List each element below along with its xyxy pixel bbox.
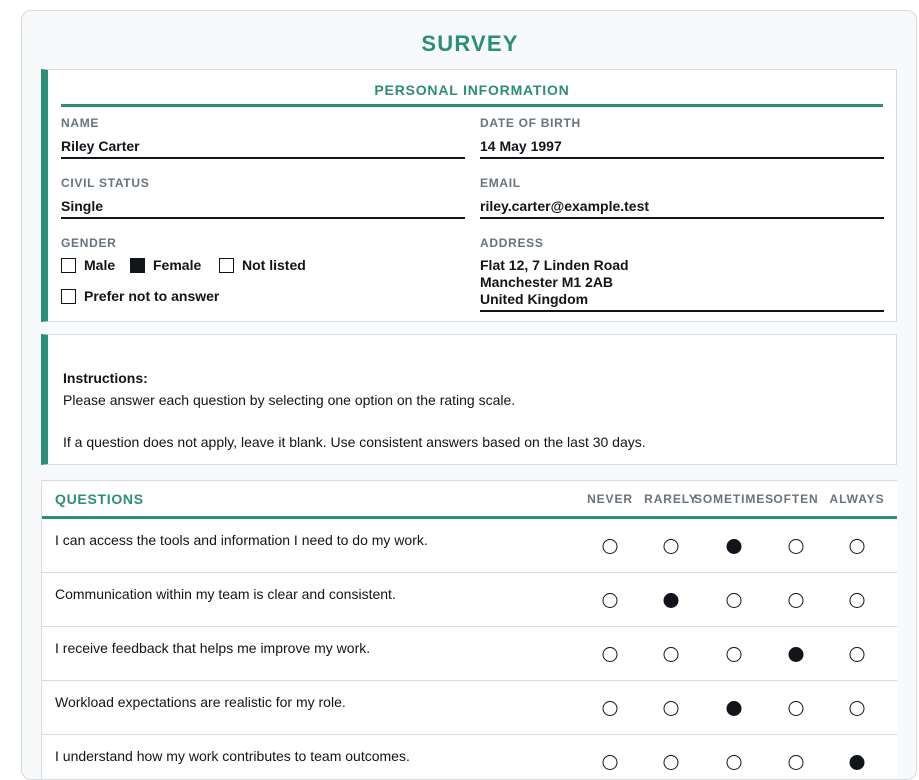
checkbox-icon[interactable] bbox=[219, 258, 234, 273]
radio-button-icon[interactable] bbox=[727, 539, 742, 554]
civil-status-field[interactable]: Single bbox=[61, 198, 104, 214]
radio-button-icon[interactable] bbox=[603, 593, 618, 608]
personal-information-divider bbox=[61, 104, 883, 107]
radio-button-icon[interactable] bbox=[789, 755, 804, 770]
radio-button-icon[interactable] bbox=[789, 593, 804, 608]
questions-table bbox=[41, 480, 897, 780]
radio-button-icon[interactable] bbox=[727, 755, 742, 770]
radio-button-icon[interactable] bbox=[789, 539, 804, 554]
personal-information-title: PERSONAL INFORMATION bbox=[374, 82, 570, 98]
checkbox-icon[interactable] bbox=[61, 289, 76, 304]
question-row bbox=[42, 519, 897, 573]
name-label: NAME bbox=[61, 116, 100, 130]
radio-button-icon[interactable] bbox=[664, 755, 679, 770]
question-text: I can access the tools and information I need to do my work. bbox=[55, 532, 428, 548]
gender-option-label: Not listed bbox=[242, 257, 306, 273]
radio-button-icon[interactable] bbox=[664, 701, 679, 716]
question-row bbox=[42, 573, 897, 627]
radio-button-icon[interactable] bbox=[789, 647, 804, 662]
instructions-panel bbox=[41, 334, 897, 465]
date-of-birth-label: DATE OF BIRTH bbox=[480, 116, 581, 130]
gender-label: GENDER bbox=[61, 236, 117, 250]
address-line: Manchester M1 2AB bbox=[480, 274, 614, 290]
radio-button-icon[interactable] bbox=[603, 755, 618, 770]
gender-option-label: Female bbox=[153, 257, 202, 273]
instructions-text: Please answer each question by selecting one option on the rating scale. bbox=[63, 392, 516, 408]
question-text: I understand how my work contributes to team outcomes. bbox=[55, 748, 410, 764]
address-underline bbox=[480, 310, 884, 312]
address-label: ADDRESS bbox=[480, 236, 544, 250]
question-row bbox=[42, 735, 897, 780]
radio-button-icon[interactable] bbox=[850, 593, 865, 608]
address-field[interactable] bbox=[480, 257, 884, 308]
gender-option-female[interactable] bbox=[130, 255, 201, 275]
radio-button-icon[interactable] bbox=[727, 701, 742, 716]
address-line: United Kingdom bbox=[480, 291, 589, 307]
radio-button-icon[interactable] bbox=[603, 539, 618, 554]
personal-information-panel bbox=[41, 69, 897, 322]
radio-button-icon[interactable] bbox=[664, 539, 679, 554]
scale-header-often: OFTEN bbox=[773, 492, 819, 506]
radio-button-icon[interactable] bbox=[850, 647, 865, 662]
survey-title: SURVEY bbox=[421, 31, 519, 56]
gender-option-male[interactable] bbox=[61, 255, 115, 275]
scale-header-never: NEVER bbox=[587, 492, 633, 506]
instructions-heading: Instructions: bbox=[63, 370, 148, 386]
radio-button-icon[interactable] bbox=[727, 593, 742, 608]
scale-header-rarely: RARELY bbox=[644, 492, 698, 506]
question-text: I receive feedback that helps me improve my work. bbox=[55, 640, 371, 656]
radio-button-icon[interactable] bbox=[664, 593, 679, 608]
gender-option-label: Prefer not to answer bbox=[84, 288, 220, 304]
radio-button-icon[interactable] bbox=[603, 647, 618, 662]
date-of-birth-underline bbox=[480, 157, 884, 159]
question-row bbox=[42, 627, 897, 681]
scale-header-always: ALWAYS bbox=[829, 492, 885, 506]
survey-page bbox=[21, 10, 917, 780]
question-text: Communication within my team is clear and consistent. bbox=[55, 586, 396, 602]
scale-header-sometimes: SOMETIMES bbox=[693, 492, 775, 506]
name-underline bbox=[61, 157, 465, 159]
radio-button-icon[interactable] bbox=[664, 647, 679, 662]
name-field[interactable]: Riley Carter bbox=[61, 138, 140, 154]
civil-status-underline bbox=[61, 217, 465, 219]
instructions-text: If a question does not apply, leave it blank. Use consistent answers based on the last 30 days. bbox=[63, 434, 646, 450]
radio-button-icon[interactable] bbox=[789, 701, 804, 716]
checkbox-icon[interactable] bbox=[130, 258, 145, 273]
question-text: Workload expectations are realistic for my role. bbox=[55, 694, 346, 710]
radio-button-icon[interactable] bbox=[850, 701, 865, 716]
radio-button-icon[interactable] bbox=[850, 539, 865, 554]
checkbox-icon[interactable] bbox=[61, 258, 76, 273]
questions-heading: QUESTIONS bbox=[55, 491, 144, 507]
gender-option-prefer-not-to-answer[interactable] bbox=[61, 286, 219, 306]
question-row bbox=[42, 681, 897, 735]
email-label: EMAIL bbox=[480, 176, 521, 190]
gender-option-label: Male bbox=[84, 257, 116, 273]
civil-status-label: CIVIL STATUS bbox=[61, 176, 150, 190]
radio-button-icon[interactable] bbox=[850, 755, 865, 770]
address-line: Flat 12, 7 Linden Road bbox=[480, 257, 629, 273]
email-underline bbox=[480, 217, 884, 219]
date-of-birth-field[interactable]: 14 May 1997 bbox=[480, 138, 562, 154]
email-field[interactable]: riley.carter@example.test bbox=[480, 198, 650, 214]
gender-option-not-listed[interactable] bbox=[219, 255, 306, 275]
radio-button-icon[interactable] bbox=[727, 647, 742, 662]
radio-button-icon[interactable] bbox=[603, 701, 618, 716]
